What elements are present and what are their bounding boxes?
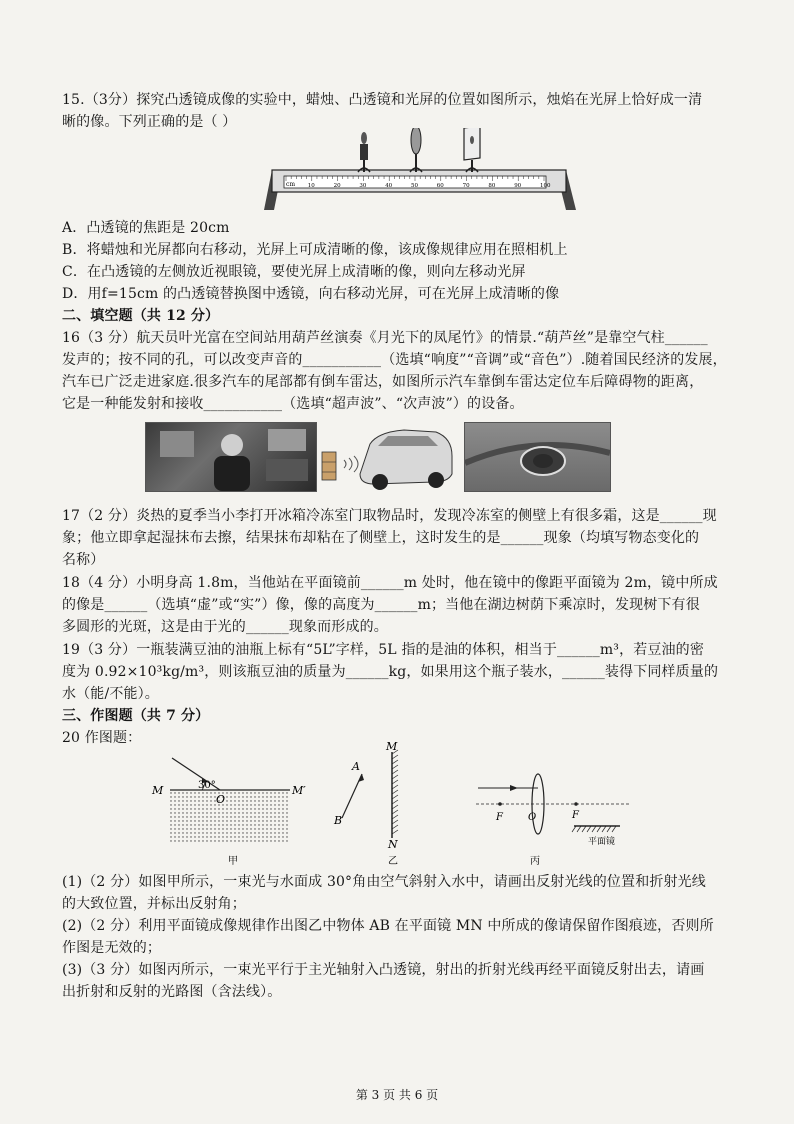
q15-option-c: C．在凸透镜的左侧放近视眼镜，要使光屏上成清晰的像，则向左移动光屏 [62,264,526,280]
q17-text-line3: 名称） [62,552,105,568]
label-plane-mirror: 平面镜 [588,837,616,847]
focal-point-left [498,802,502,806]
hatch-line [392,800,398,804]
hatch-line [392,780,398,784]
section2-title: 二、填空题（共 12 分） [62,308,220,324]
ruler-tick-label: 30 [359,183,367,189]
caption-yi: 乙 [388,856,398,867]
convex-lens [410,128,422,172]
q15-text-line1: 15.（3分）探究凸透镜成像的实验中，蜡烛、凸透镜和光屏的位置如图所示，烛焰在光屏上恰好成一清 [62,92,703,108]
figure-jia [150,748,320,868]
q18-text-line2: 的像是______（选填“虚”或“实”）像，像的高度为______m；当他在湖边树荫下乘凉时，发现树下有很 [62,597,700,613]
mirror-hatching [392,750,398,834]
hatch-line [392,765,398,769]
q18-text-line1: 18（4 分）小明身高 1.8m，当他站在平面镜前______m 处时，他在镜中的像距平面镜为 2m，镜中所成 [62,575,718,591]
q17-text-line1: 17（2 分）炎热的夏季当小李打开冰箱冷冻室门取物品时，发现冷冻室的侧壁上有很多霜，这是______现 [62,508,717,524]
q20-part2-line2: 作图是无效的； [62,940,162,956]
q16-text-line1: 16（3 分）航天员叶光富在空间站用葫芦丝演奏《月光下的凤尾竹》的情景.“葫芦丝”是靠空气柱______ [62,330,708,346]
figure-bing [470,762,640,868]
label-b: B [334,814,343,827]
hatch-line [572,826,576,832]
q20-part1-line1: (1)（2 分）如图甲所示，一束光与水面成 30°角由空气斜射入水中，请画出反射光线的位置和折射光线 [62,874,706,890]
q20-part3-line1: (3)（3 分）如图丙所示，一束光平行于主光轴射入凸透镜，射出的折射光线再经平面镜反射出去，请画 [62,962,705,978]
q15-text-line2: 晰的像。下列正确的是（ ） [62,114,237,130]
car-radar-illustration [318,422,456,490]
caption-jia: 甲 [228,856,238,867]
optical-bench-figure [260,128,580,212]
ray-arrow [510,785,518,791]
page-number-footer: 第 3 页 共 6 页 [355,1088,439,1102]
candle [358,132,370,172]
label-f-left: F [496,812,503,823]
hatch-line [392,775,398,779]
ruler-tick-label: 90 [514,183,522,189]
hatch-line [392,805,398,809]
label-o: O [216,793,226,806]
ruler-tick-label: 100 [540,183,551,189]
q17-text-line2: 象；他立即拿起湿抹布去擦，结果抹布却粘在了侧壁上，这时发生的是______现象（均填写物态变化的 [62,530,700,546]
hatch-line [392,790,398,794]
hatch-line [392,825,398,829]
label-o: O [528,812,537,823]
ruler-tick-label: 20 [333,183,341,189]
q15-option-d: D．用f=15cm 的凸透镜替换图中透镜，向右移动光屏，可在光屏上成清晰的像 [62,286,560,302]
q19-text-line3: 水（能/不能）。 [62,686,159,702]
hatch-line [607,826,611,832]
q15-option-b: B．将蜡烛和光屏都向右移动，光屏上可成清晰的像，该成像规律应用在照相机上 [62,242,568,258]
hatch-line [602,826,606,832]
hatch-line [392,810,398,814]
q16-text-line3: 汽车已广泛走进家庭.很多汽车的尾部都有倒车雷达，如图所示汽车靠倒车雷达定位车后障碍物的距离， [62,374,704,390]
hatch-line [392,815,398,819]
radar-sensor-photo [464,422,611,492]
hatch-line [587,826,591,832]
label-f-right: F [572,810,579,821]
hatch-line [597,826,601,832]
q20-part3-line2: 出折射和反射的光路图（含法线）。 [62,984,282,1000]
label-m-prime: M′ [292,784,306,797]
hatch-line [392,755,398,759]
hatch-line [577,826,581,832]
light-screen [464,128,480,172]
hatch-line [392,770,398,774]
q19-text-line2: 度为 0.92×10³kg/m³，则该瓶豆油的质量为______kg，如果用这个瓶子装水，______装得下同样质量的 [62,664,719,680]
label-m: M [152,784,164,797]
hatch-line [392,795,398,799]
hatch-line [392,820,398,824]
ruler-tick-label: 70 [462,183,470,189]
hatch-line [392,830,398,834]
caption-bing: 丙 [530,856,540,867]
hatch-line [612,826,616,832]
label-a: A [352,760,360,773]
hatch-line [392,785,398,789]
label-angle: 30° [198,780,216,791]
water-body [170,790,290,844]
q20-title: 20 作图题： [62,730,142,746]
section3-title: 三、作图题（共 7 分） [62,708,210,724]
q20-part1-line2: 的大致位置，并标出反射角； [62,896,246,912]
label-n: N [388,838,398,851]
figure-yi [330,738,430,868]
hatch-line [582,826,586,832]
ruler-tick-label: 80 [488,183,496,189]
q16-text-line4: 它是一种能发射和接收___________（选填“超声波”、“次声波”）的设备。 [62,396,524,412]
astronaut-photo [145,422,317,492]
ruler-tick-label: 60 [436,183,444,189]
q16-text-line2: 发声的；按不同的孔，可以改变声音的___________（选填“响度”“音调”或“音色”）.随着国民经济的发展， [62,352,727,368]
q18-text-line3: 多圆形的光斑，这是由于光的______现象而形成的。 [62,619,388,635]
ruler-tick-label: 10 [307,183,315,189]
plane-mirror-hatching [572,826,616,832]
label-m: M [386,740,398,753]
q15-option-a: A．凸透镜的焦距是 20cm [62,220,230,236]
ruler-tick-label: 40 [385,183,393,189]
q20-part2-line1: (2)（2 分）利用平面镜成像规律作出图乙中物体 AB 在平面镜 MN 中所成的像请保留作图痕迹，否则所 [62,918,714,934]
ruler-unit-label: cm [286,181,296,188]
q19-text-line1: 19（3 分）一瓶装满豆油的油瓶上标有“5L”字样，5L 指的是油的体积，相当于______m³，若豆油的密 [62,642,704,658]
focal-point-right [574,802,578,806]
ruler-tick-label: 50 [411,183,418,189]
hatch-line [592,826,596,832]
hatch-line [392,760,398,764]
